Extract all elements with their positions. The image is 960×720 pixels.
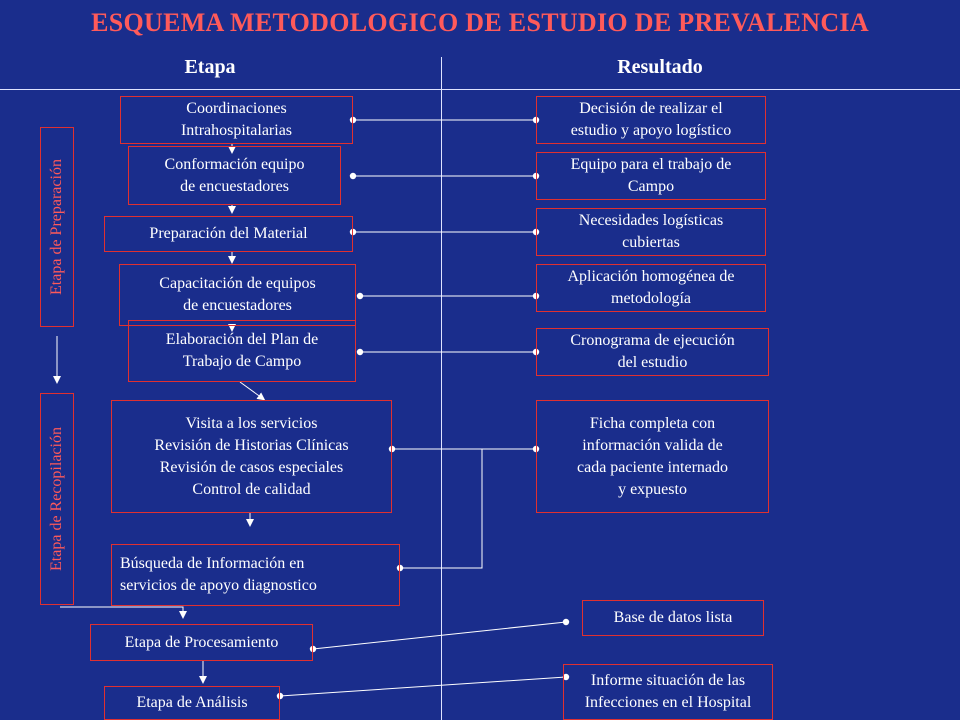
phase-preparation [40,127,74,327]
result-box-3: Necesidades logísticas cubiertas [536,208,766,256]
stage-box-4: Capacitación de equipos de encuestadores [119,264,356,326]
result-box-4: Aplicación homogénea de metodología [536,264,766,312]
stage-box-7: Búsqueda de Información en servicios de apoyo diagnostico [111,544,400,606]
stage-box-1: Coordinaciones Intrahospitalarias [120,96,353,144]
result-box-2: Equipo para el trabajo de Campo [536,152,766,200]
stage-box-5: Elaboración del Plan de Trabajo de Campo [128,320,356,382]
link-8 [313,622,566,649]
diagram-title: ESQUEMA METODOLOGICO DE ESTUDIO DE PREVALENCIA [91,8,869,37]
phase-collection [40,393,74,605]
stage-box-8: Etapa de Procesamiento [90,624,313,661]
link-9 [280,677,566,696]
arrow-stage-5-6 [240,382,262,398]
result-box-5: Cronograma de ejecución del estudio [536,328,769,376]
arrow-collection-processing [60,607,183,615]
result-box-8: Informe situación de las Infecciones en el Hospital [563,664,773,720]
stage-box-9: Etapa de Análisis [104,686,280,720]
phase-preparation-label: Etapa de Preparación [48,159,65,295]
stage-column-header: Etapa [184,56,236,78]
stage-box-2: Conformación equipo de encuestadores [128,146,341,205]
result-column-header: Resultado [617,56,703,78]
result-box-6: Ficha completa con información valida de cada paciente internado y expuesto [536,400,769,513]
stage-box-6: Visita a los servicios Revisión de Historias Clínicas Revisión de casos especiales Control de calidad [111,400,392,513]
result-box-1: Decisión de realizar el estudio y apoyo logístico [536,96,766,144]
result-box-7: Base de datos lista [582,600,764,636]
stage-box-3: Preparación del Material [104,216,353,252]
phase-collection-label: Etapa de Recopilación [48,427,65,571]
link-7 [400,449,482,568]
